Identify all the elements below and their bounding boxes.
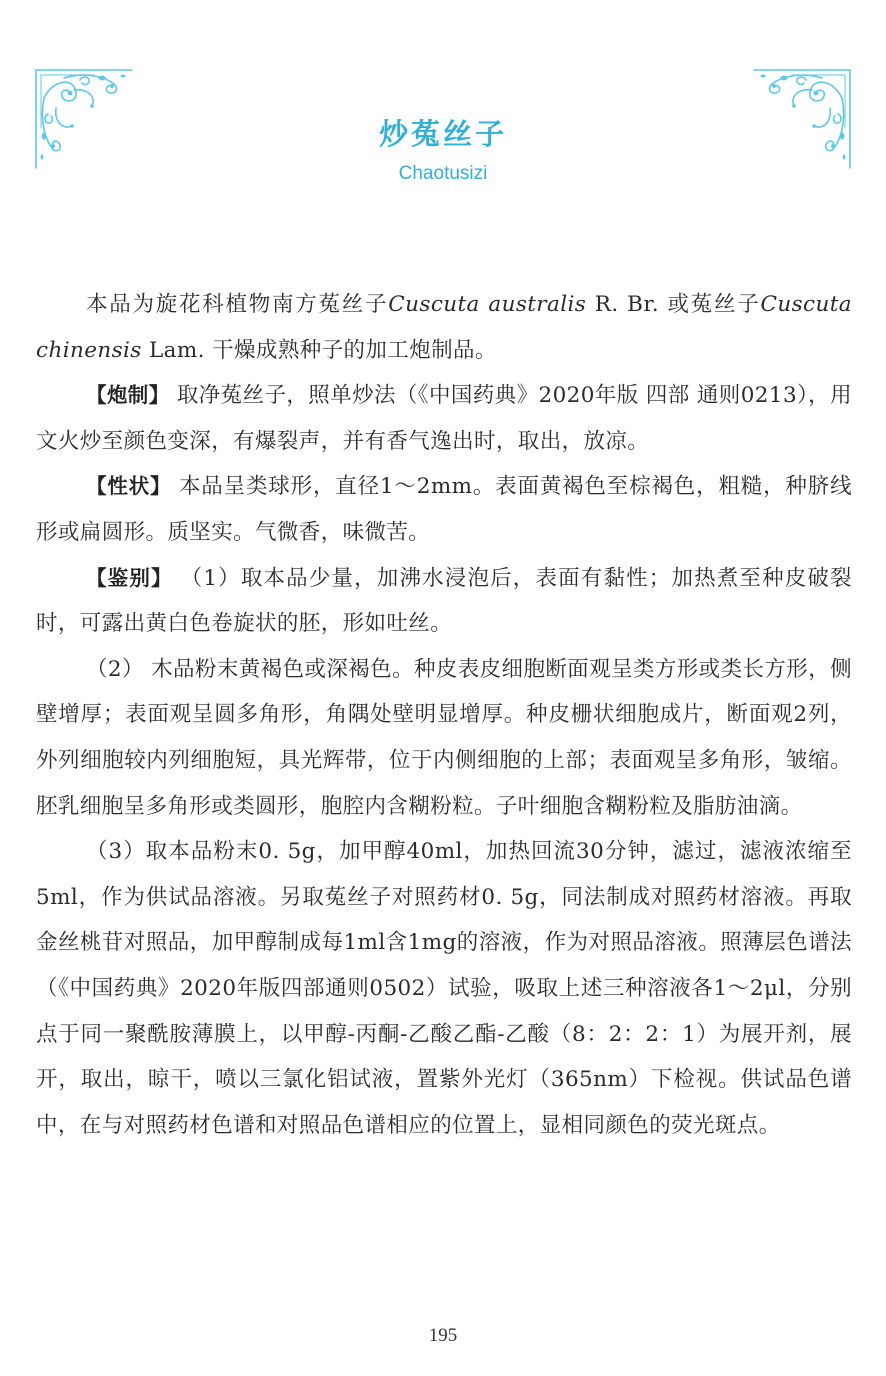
intro-paragraph bbox=[36, 282, 852, 373]
latin-name-1: Cuscuta australis bbox=[388, 292, 587, 317]
intro-text-2: R. Br. 或菟丝子 bbox=[586, 292, 761, 317]
character-paragraph bbox=[36, 464, 852, 555]
identification-heading: 【鉴别】 bbox=[86, 565, 173, 590]
character-text: 本品呈类球形，直径1～2mm。表面黄褐色至棕褐色，粗糙，种脐线形或扁圆形。质坚实。气微香，味微苦。 bbox=[36, 474, 852, 545]
processing-paragraph bbox=[36, 373, 852, 464]
page-subtitle: Chaotusizi bbox=[398, 163, 488, 184]
identification-text: （1）取本品少量，加沸水浸泡后，表面有黏性；加热煮至种皮破裂时，可露出黄白色卷旋状的胚，形如吐丝。 bbox=[36, 565, 852, 637]
processing-text: 取净菟丝子，照单炒法（《中国药典》2020年版 四部 通则0213），用文火炒至颜色变深，有爆裂声，并有香气逸出时，取出，放凉。 bbox=[36, 383, 852, 454]
identification-paragraph bbox=[36, 556, 852, 647]
identification-item-3: （3）取本品粉末0. 5g，加甲醇40ml，加热回流30分钟，滤过，滤液浓缩至5ml，作为供试品溶液。另取菟丝子对照药材0. 5g，同法制成对照药材溶液。再取金丝桃苷对照品，加甲醇制成每1ml含1mg的溶液，作为对照品溶液。照薄层色谱法（《中国药典》2020年版四部通则0502）试验，吸取上述三种溶液各1～2μl，分别点于同一聚酰胺薄膜上，以甲醇-丙酮-乙酸乙酯-乙酸（8：2：2：1）为展开剂，展开，取出，晾干，喷以三氯化铝试液，置紫外光灯（365nm）下检视。供试品色谱中，在与对照药材色谱和对照品色谱相应的位置上，显相同颜色的荧光斑点。 bbox=[36, 839, 852, 1138]
intro-text-3: Lam. 干燥成熟种子的加工炮制品。 bbox=[141, 337, 497, 363]
page-number: 195 bbox=[428, 1325, 458, 1346]
latin-name-2: Cuscuta chinensis bbox=[36, 292, 853, 363]
identification-item-2: （2） 木品粉末黄褐色或深褐色。种皮表皮细胞断面观呈类方形或类长方形，侧壁增厚；表面观呈圆多角形，角隅处壁明显增厚。种皮栅状细胞成片，断面观2列，外列细胞较内列细胞短，具光辉带，位于内侧细胞的上部；表面观呈多角形，皱缩。胚乳细胞呈多角形或类圆形，胞腔内含糊粉粒。子叶细胞含糊粉粒及脂肪油滴。 bbox=[36, 656, 852, 819]
monograph-body bbox=[36, 282, 852, 1148]
intro-text-1: 本品为旋花科植物南方菟丝子 bbox=[86, 292, 389, 317]
character-heading: 【性状】 bbox=[86, 474, 172, 499]
page-title: 炒菟丝子 bbox=[378, 117, 507, 151]
processing-heading: 【炮制】 bbox=[86, 383, 170, 408]
